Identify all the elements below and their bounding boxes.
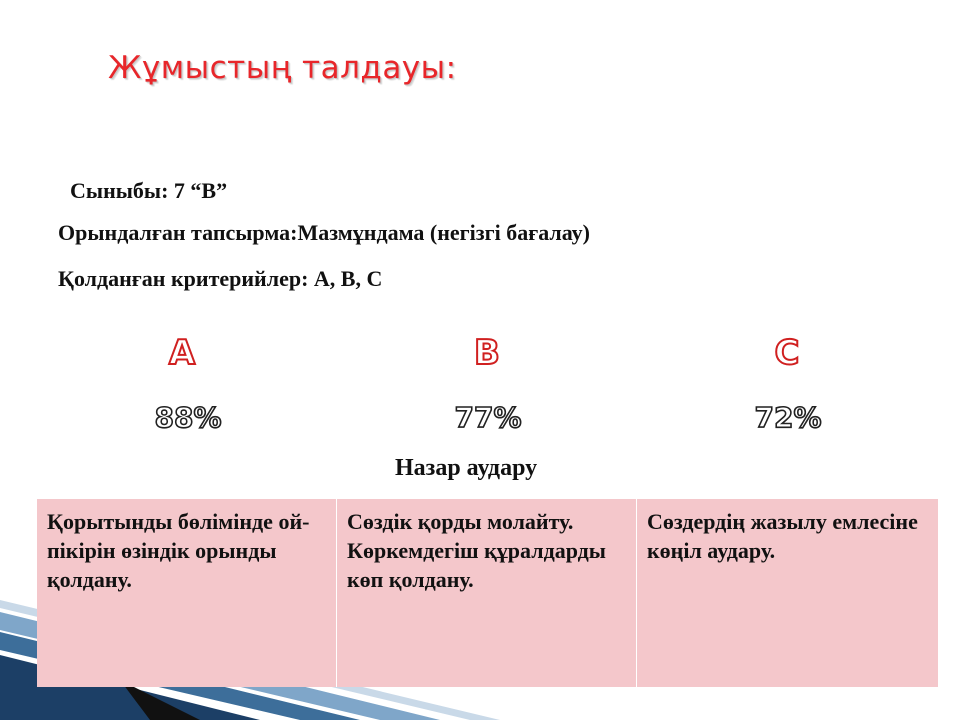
focus-label: Назар аудару (395, 455, 538, 481)
criterion-c-percent: 72% (754, 401, 822, 434)
criterion-c-letter: С (774, 333, 800, 373)
criterion-a-letter: А (168, 333, 196, 373)
criterion-a-percent: 88% (154, 401, 222, 434)
criterion-b-letter: В (474, 333, 500, 373)
class-line: Сыныбы: 7 “В” (70, 178, 228, 203)
recommendations-table (37, 499, 938, 687)
criteria-line: Қолданған критерийлер: А, В, С (58, 266, 383, 291)
recommendation-cell: Қорытынды бөлімінде ой-пікірін өзіндік орынды қолдану. (37, 499, 337, 687)
page-title: Жұмыстың талдауы: (108, 50, 457, 86)
task-line: Орындалған тапсырма:Мазмұндама (негізгі бағалау) (58, 220, 590, 245)
recommendation-cell: Сөздік қорды молайту. Көркемдегіш құралдарды көп қолдану. (337, 499, 637, 687)
criterion-b-percent: 77% (454, 401, 522, 434)
recommendation-cell: Сөздердің жазылу емлесіне көңіл аудару. (647, 509, 918, 564)
